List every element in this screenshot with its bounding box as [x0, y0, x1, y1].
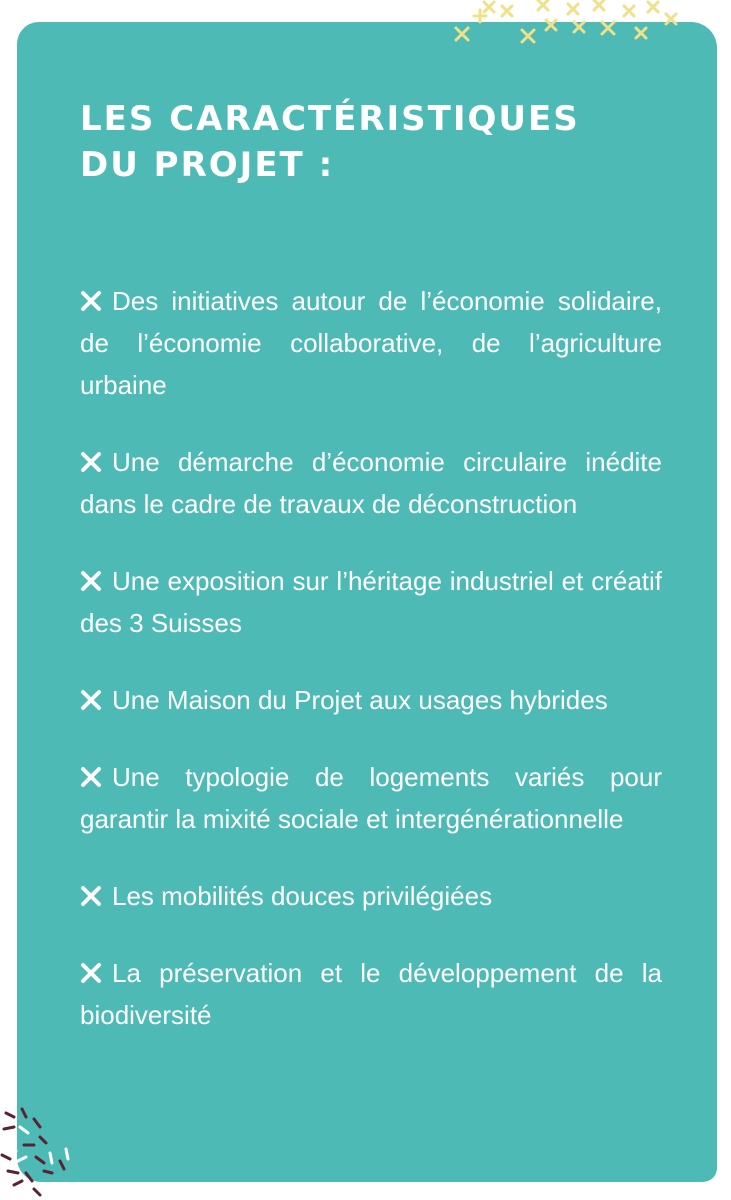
- list-item: [80, 679, 662, 721]
- cross-icon: [80, 570, 102, 592]
- feature-text: La préservation et le développement de la biodiversité: [80, 958, 662, 1030]
- cross-icon: [80, 885, 102, 907]
- confetti-decoration: [0, 1105, 80, 1200]
- feature-text: Les mobilités douces privilégiées: [112, 881, 493, 911]
- list-item: [80, 441, 662, 525]
- list-item: [80, 280, 662, 406]
- feature-list: [80, 280, 662, 1036]
- cross-icon: [80, 451, 102, 473]
- cross-icon: [80, 962, 102, 984]
- feature-text: Une Maison du Projet aux usages hybrides: [112, 685, 608, 715]
- list-item: [80, 756, 662, 840]
- page-title: [80, 96, 640, 188]
- cross-icon: [80, 766, 102, 788]
- title-line-1: LES CARACTÉRISTIQUES: [80, 99, 580, 139]
- title-line-2: DU PROJET :: [80, 145, 335, 185]
- yellow-crosses-decoration: [440, 0, 700, 60]
- feature-text: Des initiatives autour de l’économie solidaire, de l’économie collaborative, de l’agriculture urbaine: [80, 286, 662, 400]
- cross-icon: [80, 689, 102, 711]
- list-item: [80, 560, 662, 644]
- feature-text: Une exposition sur l’héritage industriel et créatif des 3 Suisses: [80, 566, 662, 638]
- list-item: [80, 875, 662, 917]
- feature-text: Une typologie de logements variés pour garantir la mixité sociale et intergénérationnelle: [80, 762, 662, 834]
- cross-icon: [80, 290, 102, 312]
- list-item: [80, 952, 662, 1036]
- feature-text: Une démarche d’économie circulaire inédite dans le cadre de travaux de déconstruction: [80, 447, 662, 519]
